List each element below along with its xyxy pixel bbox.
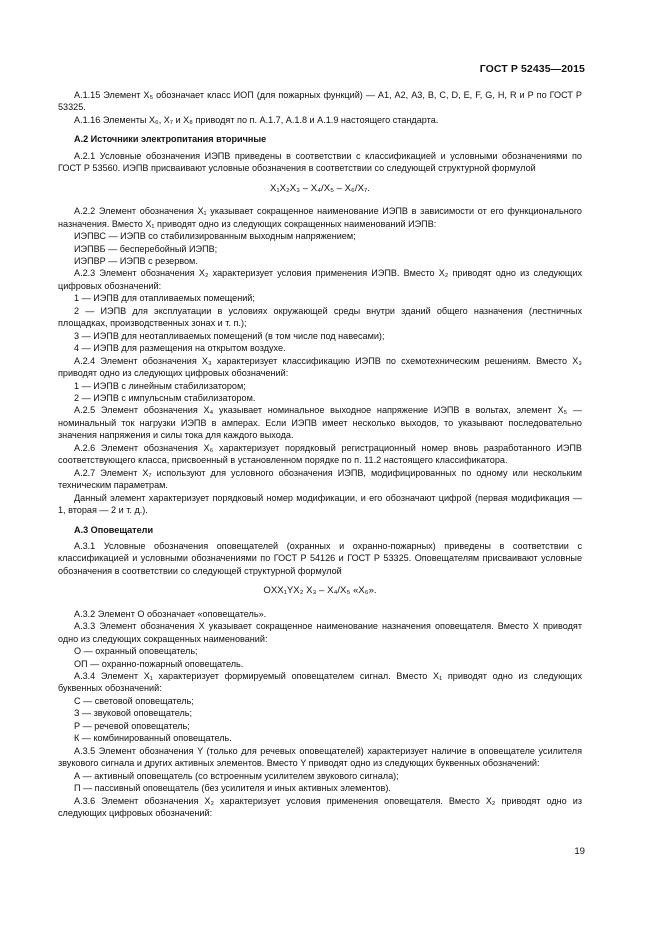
list-item: ИЭПВБ — бесперебойный ИЭПВ; (74, 243, 218, 254)
list-item: ОП — охранно-пожарный оповещатель. (74, 658, 244, 669)
paragraph-a27-note: Данный элемент характеризует порядковый номер модификации, и его обозначают цифрой (первая модификация — 1, вторая — 2 и т. д.). (58, 492, 582, 516)
list-item: 2 — ИЭПВ с импульсным стабилизатором. (74, 392, 256, 403)
paragraph-a31: А.3.1 Условные обозначения оповещателей (охранных и охранно-пожарных) приведены в соответствии с классификацией и условными обозначениями по ГОСТ Р 54126 и ГОСТ Р 53325. Оповещателям присваивают условные обозначения в соответствии со следующей структурной формулой (58, 540, 582, 576)
paragraph-a36: А.3.6 Элемент обозначения X₂ характеризует условия применения оповещателя. Вместо X₂ приводят одно из следующих цифровых обозначений: (58, 795, 582, 819)
paragraph-a21: А.2.1 Условные обозначения ИЭПВ приведены в соответствии с классификацией и условными обозначениями по ГОСТ Р 53560. ИЭПВ присваивают условные обозначения в соответствии со следующей структурной формулой (58, 150, 582, 174)
list-item: 2 — ИЭПВ для эксплуатации в условиях окружающей среды внутри зданий общего назначения (лестничных площадках, производственных зонах и т. п.); (58, 305, 582, 329)
page-number: 19 (574, 846, 585, 857)
paragraph-a34: А.3.4 Элемент X₁ характеризует формируемый оповещателем сигнал. Вместо X₁ приводят одно из следующих буквенных обозначений: (58, 671, 582, 694)
paragraph-a32: А.3.2 Элемент О обозначает «оповещатель». (74, 608, 267, 619)
formula-notifier: ОXX₁YX₂ X₃ – X₄/X₅ «X₆». (263, 585, 377, 597)
paragraph-a24: А.2.4 Элемент обозначения X₃ характеризует классификацию ИЭПВ по схемотехническим решениям. Вместо X₃ приводят одно из следующих цифровых обозначений: (58, 355, 582, 379)
paragraph-a26: А.2.6 Элемент обозначения X₆ характеризует порядковый регистрационный номер вновь разработанного ИЭПВ соответствующего класса, присвоенный в установленном порядке по п. 11.2 настоящего классификатора. (58, 442, 582, 466)
list-item: О — охранный оповещатель; (74, 646, 198, 657)
document-body (58, 89, 582, 819)
paragraph-a25: А.2.5 Элемент обозначения X₄ указывает номинальное выходное напряжение ИЭПВ в вольтах, элемент X₅ — номинальный ток нагрузки ИЭПВ в амперах. Если ИЭПВ имеет несколько выходов, то указывают последовательно значения напряжения и силы тока для каждого выхода. (58, 405, 582, 441)
list-item: П — пассивный оповещатель (без усилителя и иных активных элементов). (74, 783, 391, 794)
list-item: ИЭПВС — ИЭПВ со стабилизированным выходным напряжением; (74, 231, 356, 242)
paragraph-a116: А.1.16 Элементы X₆, X₇ и X₈ приводят по п. А.1.7, А.1.8 и А.1.9 настоящего стандарта. (74, 114, 439, 125)
list-item: А — активный оповещатель (со встроенным усилителем звукового сигнала); (74, 770, 399, 781)
list-item: К — комбинированный оповещатель. (74, 733, 232, 744)
section-heading-a2: А.2 Источники электропитания вторичные (74, 134, 267, 145)
paragraph-a23: А.2.3 Элемент обозначения X₂ характеризует условия применения ИЭПВ. Вместо X₂ приводят одно из следующих цифровых обозначений: (58, 268, 582, 291)
list-item: 4 — ИЭПВ для размещения на открытом воздухе. (74, 343, 286, 354)
list-item: 1 — ИЭПВ для отапливаемых помещений; (74, 293, 255, 304)
paragraph-a115: А.1.15 Элемент X₅ обозначает класс ИОП (для пожарных функций) — А1, А2, А3, В, С, D, E, F, G, H, R и Р по ГОСТ Р 53325. (58, 90, 582, 113)
formula-iepv: X₁X₂X₃ – X₄/X₅ – X₆/X₇. (270, 182, 370, 194)
list-item: Р — речевой оповещатель; (74, 720, 190, 731)
document-header: ГОСТ Р 52435—2015 (479, 63, 585, 75)
list-item: З — звуковой оповещатель; (74, 708, 193, 719)
paragraph-a27: А.2.7 Элемент X₇ используют для условного обозначения ИЭПВ, модифицированных по одному или нескольким техническим параметрам. (58, 467, 582, 491)
list-item: 3 — ИЭПВ для неотапливаемых помещений (в том числе под навесами); (74, 330, 385, 341)
list-item: 1 — ИЭПВ с линейным стабилизатором; (74, 380, 246, 391)
paragraph-a22: А.2.2 Элемент обозначения X₁ указывает сокращенное наименование ИЭПВ в зависимости от его функционального назначения. Вместо X₁ приводят одно из следующих сокращенных наименований ИЭПВ: (58, 206, 582, 229)
section-heading-a3: А.3 Оповещатели (74, 524, 154, 535)
paragraph-a33: А.3.3 Элемент обозначения X указывает сокращенное наименование назначения оповещателя. Вместо X приводят одно из следующих сокращенных наименований: (58, 621, 582, 644)
list-item: ИЭПВР — ИЭПВ с резервом. (74, 255, 198, 266)
paragraph-a35: А.3.5 Элемент обозначения Y (только для речевых оповещателей) характеризует наличие в оповещателе усилителя звукового сигнала и других активных элементов. Вместо Y приводят одно из следующих буквенных обозначений: (58, 745, 582, 769)
list-item: С — световой оповещатель; (74, 695, 194, 706)
